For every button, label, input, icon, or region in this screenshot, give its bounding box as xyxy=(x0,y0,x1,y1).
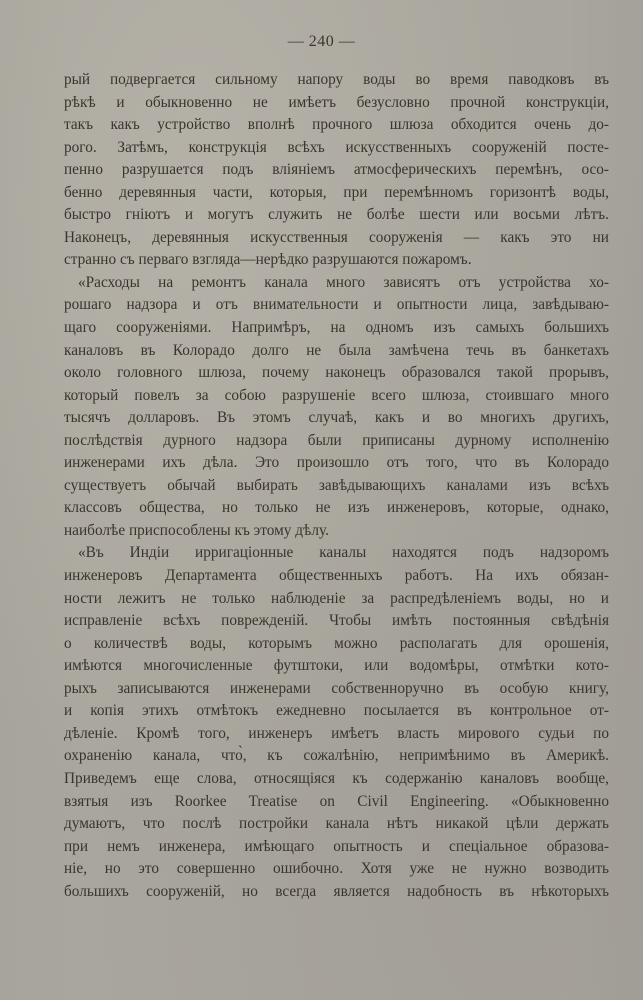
text-line: щаго сооруженіями. Напримѣръ, на одномъ изъ самыхъ большихъ xyxy=(64,319,609,337)
text-line: рый подвергается сильному напору воды во время паводковъ въ xyxy=(64,71,609,88)
text-line: около головного шлюза, почему наконецъ образовался такой прорывъ, xyxy=(64,364,609,382)
text-line: каналовъ въ Колорадо долго не была замѣчена течь въ банкетахъ xyxy=(64,341,609,359)
text-line: рыхъ записываются инженерами собственноручно въ особую книгу, xyxy=(64,679,609,697)
text-line: быстро гніютъ и могутъ служить не болѣе шести или восьми лѣтъ. xyxy=(64,206,609,224)
text-line: рого. Затѣмъ, конструкція всѣхъ искусственныхъ сооруженій посте- xyxy=(64,138,609,156)
text-line: «Расходы на ремонтъ канала много зависятъ отъ устройства хо- xyxy=(78,273,609,291)
paragraph-2 xyxy=(64,272,609,543)
text-line: при немъ инженера, имѣющаго опытность и спеціальное образова- xyxy=(64,837,609,855)
text-line: «Въ Индіи ирригаціонные каналы находятся подъ надзоромъ xyxy=(78,544,609,562)
text-line: взятыя изъ Roorkee Treatise on Civil Engineering. «Обыкновенно xyxy=(64,792,609,810)
text-line: наиболѣе приспособлены къ этому дѣлу. xyxy=(64,521,329,539)
text-line: ности лежитъ не только наблюденіе за распредѣленіемъ воды, но и xyxy=(64,589,609,607)
text-line: большихъ сооруженій, но всегда является надобность въ нѣкоторыхъ xyxy=(64,882,609,900)
text-line: классовъ общества, но только не изъ инженеровъ, которые, однако, xyxy=(64,499,609,517)
text-line: думаютъ, что послѣ постройки канала нѣтъ никакой цѣли держать xyxy=(64,815,609,833)
paragraph-1 xyxy=(64,69,609,272)
text-line: пенно разрушается подъ вліяніемъ атмосферическихъ перемѣнъ, осо- xyxy=(64,161,609,179)
text-line: рошаго надзора и отъ внимательности и опытности лица, завѣдываю- xyxy=(64,296,609,314)
text-line: странно съ перваго взгляда—нерѣдко разрушаются пожаромъ. xyxy=(64,251,472,269)
text-line: Приведемъ еще слова, относящіяся къ содержанію каналовъ вообще, xyxy=(64,769,609,787)
text-line: существуетъ обычай выбирать завѣдывающихъ каналами изъ всѣхъ xyxy=(64,476,609,494)
text-line: бенно деревянныя части, которыя, при перемѣнномъ горизонтѣ воды, xyxy=(64,183,609,201)
text-line: инженерами ихъ дѣла. Это произошло отъ того, что въ Колорадо xyxy=(64,454,609,472)
text-line: и копія этихъ отмѣтокъ ежедневно посылается въ контрольное от- xyxy=(64,702,609,720)
text-line: дѣленіе. Кромѣ того, инженеръ имѣетъ власть мирового судьи по xyxy=(64,724,609,742)
text-line: Наконецъ, деревянныя искусственныя сооруженія — какъ это ни xyxy=(64,228,609,246)
text-line: имѣются многочисленные футштоки, или водомѣры, отмѣтки кото- xyxy=(64,657,609,675)
text-line: такъ какъ устройство вполнѣ прочного шлюза обходится очень до- xyxy=(64,116,609,134)
text-line: рѣкѣ и обыкновенно не имѣетъ безусловно прочной конструкціи, xyxy=(64,93,609,111)
body-text xyxy=(64,69,609,903)
text-line: ніе, но это совершенно ошибочно. Хотя уже не нужно возводить xyxy=(64,860,609,878)
text-line: инженеровъ Департамента общественныхъ работъ. На ихъ обязан- xyxy=(64,567,609,585)
page-number: — 240 — xyxy=(287,33,356,50)
text-line: послѣдствія дурного надзора были приписаны дурному исполненію xyxy=(64,431,609,449)
text-line: о количествѣ воды, которымъ можно располагать для орошенія, xyxy=(64,634,609,652)
text-line: тысячъ долларовъ. Въ этомъ случаѣ, какъ и во многихъ другихъ, xyxy=(64,409,609,427)
text-line: охраненію канала, что̀, къ сожалѣнію, непримѣнимо въ Америкѣ. xyxy=(64,747,609,765)
text-line: исправленіе всѣхъ поврежденій. Чтобы имѣть постоянныя свѣдѣнія xyxy=(64,612,609,630)
text-line: который повелъ за собою разрушеніе всего шлюза, стоившаго много xyxy=(64,386,609,404)
paragraph-3 xyxy=(64,542,609,903)
